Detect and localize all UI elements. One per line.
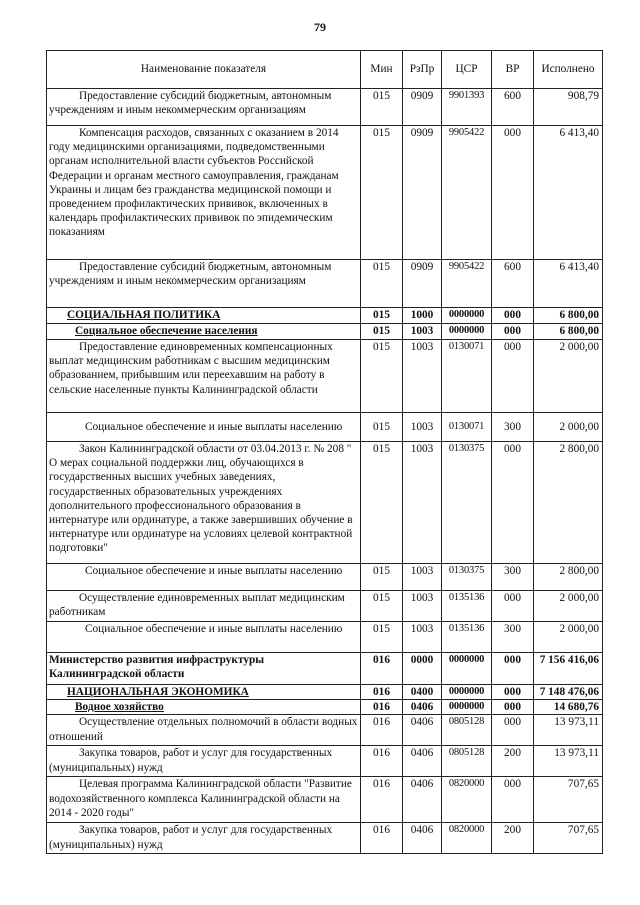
row-done: 2 000,00: [534, 591, 603, 622]
row-name: Предоставление субсидий бюджетным, автономным учреждениям и иным некоммерческим организациям: [47, 260, 361, 308]
row-name: Предоставление единовременных компенсационных выплат медицинским работникам с высшим медицинским образованием, прибывшим или переехавшим на работу в сельские населенные пункты Калининградской области: [47, 340, 361, 413]
table-row: [47, 746, 603, 777]
row-rzpr: 1003: [403, 324, 442, 340]
row-min: 015: [361, 442, 403, 564]
row-vr: 000: [492, 777, 534, 823]
row-min: 015: [361, 340, 403, 413]
table-row: [47, 89, 603, 126]
row-csr: 0130375: [442, 442, 492, 564]
row-csr: 0000000: [442, 653, 492, 685]
table-row: [47, 413, 603, 442]
table-row: [47, 126, 603, 260]
row-csr: 0000000: [442, 685, 492, 700]
row-vr: 000: [492, 340, 534, 413]
row-rzpr: 1003: [403, 622, 442, 653]
row-done: 707,65: [534, 777, 603, 823]
table-row: [47, 777, 603, 823]
row-name: Министерство развития инфраструктуры Калининградской области: [47, 653, 361, 685]
table-row: [47, 308, 603, 324]
row-name: Компенсация расходов, связанных с оказанием в 2014 году медицинскими организациями, подведомственными органам исполнительной власти субъектов Российской Федерации и органам местного самоуправления, гражданам Украины и лицам без гражданства медицинской помощи и проведением профилактических прививок, включенных в календарь профилактических прививок по эпидемическим показаниям: [47, 126, 361, 260]
row-min: 016: [361, 777, 403, 823]
row-name: Закон Калининградской области от 03.04.2013 г. № 208 " О мерах социальной поддержки лиц, обучающихся в государственных высших учебных заведениях, государственных образовательных учреждениях дополнительного профессионального образования в интернатуре или ординатуре, а также завершивших обучение в интернатуре или ординатуре на условиях целевой контрактной подготовки": [47, 442, 361, 564]
row-csr: 0000000: [442, 308, 492, 324]
row-name: Целевая программа Калининградской области "Развитие водохозяйственного комплекса Калининградской области на 2014 - 2020 годы": [47, 777, 361, 823]
row-vr: 000: [492, 324, 534, 340]
row-rzpr: 0406: [403, 823, 442, 854]
row-csr: 0820000: [442, 777, 492, 823]
row-min: 016: [361, 746, 403, 777]
row-done: 2 800,00: [534, 442, 603, 564]
row-rzpr: 0909: [403, 89, 442, 126]
row-done: 14 680,76: [534, 700, 603, 715]
row-min: 016: [361, 700, 403, 715]
row-name: Водное хозяйство: [47, 700, 361, 715]
row-done: 2 000,00: [534, 340, 603, 413]
row-done: 707,65: [534, 823, 603, 854]
row-vr: 000: [492, 685, 534, 700]
table-row: [47, 685, 603, 700]
row-done: 2 000,00: [534, 622, 603, 653]
row-vr: 600: [492, 89, 534, 126]
row-vr: 200: [492, 823, 534, 854]
row-min: 015: [361, 324, 403, 340]
row-rzpr: 1003: [403, 564, 442, 591]
table-row: [47, 260, 603, 308]
row-vr: 000: [492, 442, 534, 564]
row-vr: 000: [492, 715, 534, 746]
row-vr: 000: [492, 126, 534, 260]
row-csr: 9905422: [442, 126, 492, 260]
row-name: Социальное обеспечение и иные выплаты населению: [47, 564, 361, 591]
table-header: [47, 51, 603, 89]
row-rzpr: 0406: [403, 715, 442, 746]
row-vr: 000: [492, 653, 534, 685]
row-csr: 0820000: [442, 823, 492, 854]
row-csr: 0135136: [442, 591, 492, 622]
row-min: 015: [361, 564, 403, 591]
row-csr: 0000000: [442, 700, 492, 715]
row-min: 016: [361, 715, 403, 746]
row-csr: 0130375: [442, 564, 492, 591]
row-min: 015: [361, 126, 403, 260]
row-min: 015: [361, 260, 403, 308]
row-name: Социальное обеспечение и иные выплаты населению: [47, 413, 361, 442]
row-vr: 200: [492, 746, 534, 777]
table-row: [47, 564, 603, 591]
row-done: 2 800,00: [534, 564, 603, 591]
row-min: 016: [361, 685, 403, 700]
row-vr: 300: [492, 413, 534, 442]
row-done: 13 973,11: [534, 746, 603, 777]
row-min: 015: [361, 308, 403, 324]
row-done: 6 800,00: [534, 308, 603, 324]
row-vr: 600: [492, 260, 534, 308]
row-name: Закупка товаров, работ и услуг для государственных (муниципальных) нужд: [47, 746, 361, 777]
row-rzpr: 0909: [403, 126, 442, 260]
col-header-name: Наименование показателя: [47, 51, 361, 89]
row-min: 015: [361, 413, 403, 442]
row-rzpr: 0406: [403, 777, 442, 823]
row-done: 13 973,11: [534, 715, 603, 746]
row-rzpr: 1003: [403, 442, 442, 564]
row-csr: 0130071: [442, 413, 492, 442]
table-row: [47, 324, 603, 340]
table-row: [47, 700, 603, 715]
row-rzpr: 1000: [403, 308, 442, 324]
row-name: Осуществление отдельных полномочий в области водных отношений: [47, 715, 361, 746]
col-header-csr: ЦСР: [442, 51, 492, 89]
row-vr: 300: [492, 564, 534, 591]
row-vr: 000: [492, 308, 534, 324]
row-vr: 300: [492, 622, 534, 653]
table-row: [47, 622, 603, 653]
row-csr: 0000000: [442, 324, 492, 340]
row-name: Социальное обеспечение населения: [47, 324, 361, 340]
row-name: СОЦИАЛЬНАЯ ПОЛИТИКА: [47, 308, 361, 324]
row-rzpr: 1003: [403, 591, 442, 622]
row-rzpr: 0909: [403, 260, 442, 308]
row-name: Закупка товаров, работ и услуг для государственных (муниципальных) нужд: [47, 823, 361, 854]
row-vr: 000: [492, 700, 534, 715]
table-row: [47, 442, 603, 564]
row-done: 7 148 476,06: [534, 685, 603, 700]
col-header-rzpr: РзПр: [403, 51, 442, 89]
table-row: [47, 823, 603, 854]
col-header-min: Мин: [361, 51, 403, 89]
row-csr: 0805128: [442, 746, 492, 777]
row-done: 6 413,40: [534, 260, 603, 308]
row-min: 016: [361, 823, 403, 854]
row-rzpr: 1003: [403, 413, 442, 442]
budget-table: [46, 50, 603, 854]
row-rzpr: 0000: [403, 653, 442, 685]
row-name: Социальное обеспечение и иные выплаты населению: [47, 622, 361, 653]
row-name: Предоставление субсидий бюджетным, автономным учреждениям и иным некоммерческим организациям: [47, 89, 361, 126]
col-header-done: Исполнено: [534, 51, 603, 89]
table-row: [47, 653, 603, 685]
row-done: 6 413,40: [534, 126, 603, 260]
table-row: [47, 340, 603, 413]
table-row: [47, 715, 603, 746]
row-rzpr: 0400: [403, 685, 442, 700]
row-done: 6 800,00: [534, 324, 603, 340]
row-min: 015: [361, 89, 403, 126]
table-row: [47, 591, 603, 622]
row-min: 015: [361, 622, 403, 653]
row-vr: 000: [492, 591, 534, 622]
row-rzpr: 0406: [403, 746, 442, 777]
row-csr: 0805128: [442, 715, 492, 746]
row-name: НАЦИОНАЛЬНАЯ ЭКОНОМИКА: [47, 685, 361, 700]
row-csr: 9901393: [442, 89, 492, 126]
row-rzpr: 1003: [403, 340, 442, 413]
row-csr: 0135136: [442, 622, 492, 653]
row-done: 2 000,00: [534, 413, 603, 442]
row-min: 015: [361, 591, 403, 622]
row-csr: 0130071: [442, 340, 492, 413]
row-csr: 9905422: [442, 260, 492, 308]
row-name: Осуществление единовременных выплат медицинским работникам: [47, 591, 361, 622]
row-done: 7 156 416,06: [534, 653, 603, 685]
col-header-vr: ВР: [492, 51, 534, 89]
row-done: 908,79: [534, 89, 603, 126]
row-min: 016: [361, 653, 403, 685]
page-number: 79: [314, 20, 326, 34]
row-rzpr: 0406: [403, 700, 442, 715]
